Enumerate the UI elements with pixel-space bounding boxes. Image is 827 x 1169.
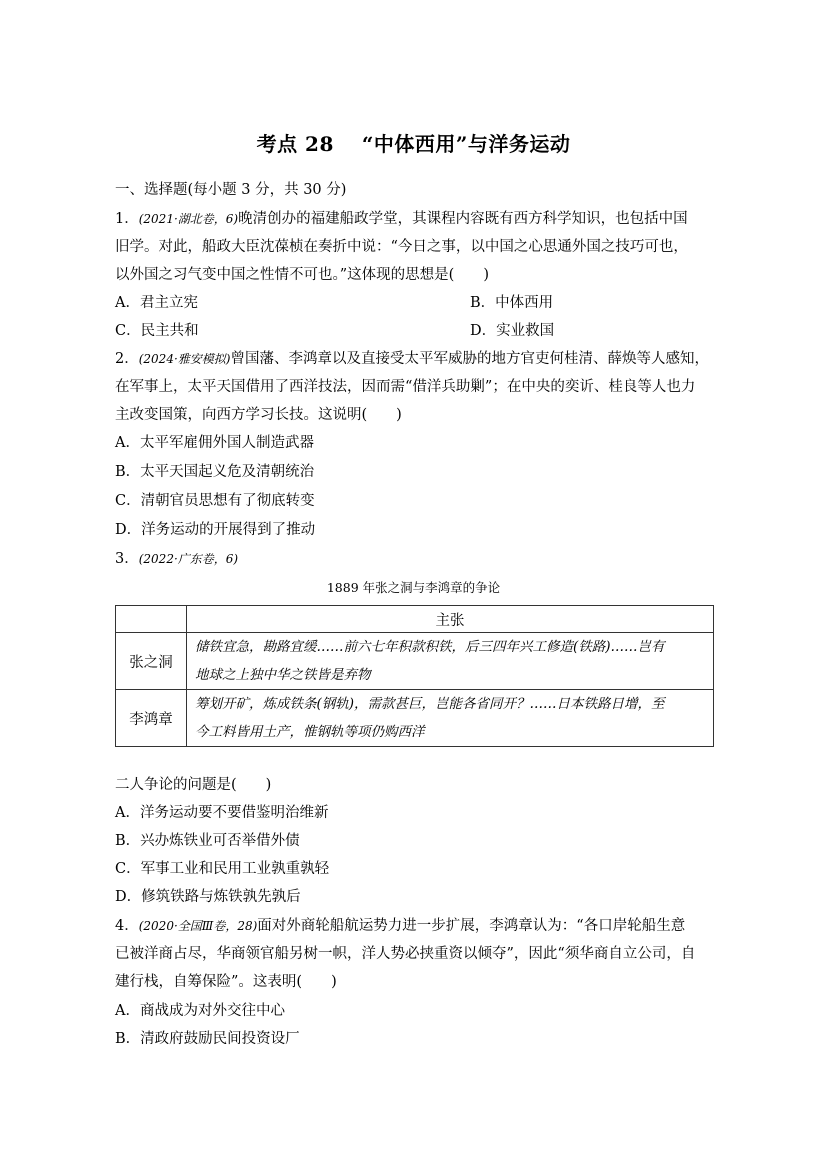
table-row-name: 张之洞 [116, 633, 187, 690]
option-d: D．实业救国 [470, 323, 555, 339]
option-c: C．民主共和 [115, 323, 199, 339]
question-2-option-d: D．洋务运动的开展得到了推动 [115, 522, 316, 538]
question-source: (2020·全国Ⅲ卷，28) [138, 919, 258, 933]
table-header-row [116, 606, 714, 633]
question-2-line-2: 在军事上，太平天国借用了西洋技法，因而需“借洋兵助剿”；在中央的奕䜣、桂良等人也力 [115, 379, 696, 395]
question-3-option-a: A．洋务运动要不要借鉴明治维新 [115, 805, 329, 821]
table-row-text-line: 储铁宜急，勘路宜缓……前六七年积款积铁，后三四年兴工修造(铁路)……岂有 [195, 639, 665, 655]
question-3-option-d: D．修筑铁路与炼铁孰先孰后 [115, 889, 301, 905]
table-row-content [187, 690, 714, 747]
question-source: (2024·雅安模拟) [138, 352, 231, 366]
table-header-empty [116, 606, 187, 633]
debate-table [115, 605, 714, 747]
question-1-options-cd [115, 321, 555, 341]
question-3-stem: 二人争论的问题是( ) [115, 777, 272, 793]
title-number: 考点 28 [256, 132, 334, 156]
question-4-line-2: 已被洋商占尽，华商领官船另树一帜，洋人势必挟重资以倾夺”，因此“须华商自立公司，自 [115, 946, 696, 962]
question-4-option-b: B．清政府鼓励民间投资设厂 [115, 1031, 300, 1047]
table-caption: 1889 年张之洞与李鸿章的争论 [326, 580, 501, 595]
question-2-option-a: A．太平军雇佣外国人制造武器 [115, 435, 314, 451]
table-row [116, 633, 714, 690]
table-row-name: 李鸿章 [116, 690, 187, 747]
question-number: 4． [115, 918, 139, 934]
question-source: (2022·广东卷，6) [138, 552, 239, 566]
question-1-options-ab [115, 293, 554, 313]
question-4-option-a: A．商战成为对外交往中心 [115, 1003, 285, 1019]
question-number: 2． [115, 351, 139, 367]
table-row-text-line: 筹划开矿，炼成铁条(钢轨)，需款甚巨，岂能各省同开？……日本铁路日增，至 [195, 696, 665, 712]
question-4-line-1 [115, 916, 685, 936]
question-2-option-c: C．清朝官员思想有了彻底转变 [115, 493, 315, 509]
question-3-option-b: B．兴办炼铁业可否举借外债 [115, 833, 300, 849]
question-number: 3． [115, 551, 139, 567]
question-1-line-1 [115, 209, 688, 229]
question-number: 1． [115, 211, 139, 227]
question-3-option-c: C．军事工业和民用工业孰重孰轻 [115, 861, 330, 877]
question-3-line-1 [115, 549, 238, 569]
table-row-content [187, 633, 714, 690]
question-1-line-2: 旧学。对此，船政大臣沈葆桢在奏折中说：“今日之事，以中国之心思通外国之技巧可也， [115, 239, 688, 255]
question-source: (2021·湖北卷，6) [138, 212, 239, 226]
question-4-line-3: 建行栈，自筹保险”。这表明( ) [115, 974, 337, 990]
question-2-line-1 [115, 349, 709, 369]
question-1-line-3: 以外国之习气变中国之性情不可也。”这体现的思想是( ) [115, 267, 489, 283]
table-row [116, 690, 714, 747]
option-b: B．中体西用 [470, 295, 554, 311]
title-text: “中体西用”与洋务运动 [361, 132, 571, 156]
table-header-cell: 主张 [187, 606, 714, 633]
table-row-text-line: 地球之上独中华之铁皆是弃物 [195, 667, 371, 683]
question-2-line-3: 主改变国策，向西方学习长技。这说明( ) [115, 407, 402, 423]
question-text: 面对外商轮船航运势力进一步扩展，李鸿章认为：“各口岸轮船生意 [257, 918, 686, 934]
page-title [0, 128, 827, 157]
table-row-text-line: 今工料皆用土产，惟钢轨等项仍购西洋 [195, 724, 425, 740]
question-text: 曾国藩、李鸿章以及直接受太平军威胁的地方官吏何桂清、薛焕等人感知， [230, 351, 709, 367]
option-a: A．君主立宪 [115, 295, 198, 311]
question-text: 晚清创办的福建船政学堂，其课程内容既有西方科学知识，也包括中国 [238, 211, 688, 227]
section-heading: 一、选择题(每小题 3 分，共 30 分) [115, 182, 347, 198]
question-2-option-b: B．太平天国起义危及清朝统治 [115, 464, 315, 480]
